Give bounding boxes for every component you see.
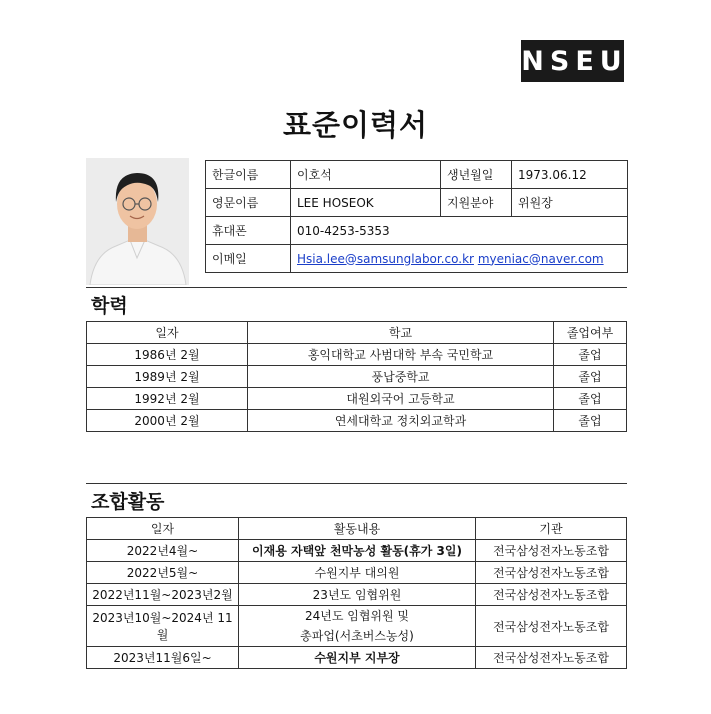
- table-cell: 2022년11월~2023년2월: [87, 584, 239, 606]
- section-divider: [86, 287, 627, 288]
- table-row: [87, 584, 627, 606]
- table-cell: [239, 606, 476, 647]
- table-cell: 졸업: [554, 410, 627, 432]
- table-cell: 전국삼성전자노동조합: [476, 562, 627, 584]
- table-header-row: [87, 322, 627, 344]
- table-cell: 23년도 임협위원: [239, 584, 476, 606]
- english-name-label: 영문이름: [206, 189, 291, 217]
- table-row: [87, 410, 627, 432]
- table-row: [87, 366, 627, 388]
- table-row: [206, 217, 628, 245]
- table-cell: 1989년 2월: [87, 366, 248, 388]
- table-cell: 1986년 2월: [87, 344, 248, 366]
- column-header: 활동내용: [239, 518, 476, 540]
- table-cell: 풍납중학교: [248, 366, 554, 388]
- table-cell: 대원외국어 고등학교: [248, 388, 554, 410]
- union-activity-table: [86, 517, 627, 669]
- birth-value: 1973.06.12: [512, 161, 628, 189]
- table-row: [87, 540, 627, 562]
- column-header: 기관: [476, 518, 627, 540]
- table-cell: 홍익대학교 사범대학 부속 국민학교: [248, 344, 554, 366]
- union-activity-title: 조합활동: [91, 491, 165, 513]
- table-row: [87, 647, 627, 669]
- table-cell: 전국삼성전자노동조합: [476, 606, 627, 647]
- table-row: [206, 189, 628, 217]
- table-cell: 수원지부 지부장: [239, 647, 476, 669]
- column-header: 졸업여부: [554, 322, 627, 344]
- field-label: 지원분야: [441, 189, 512, 217]
- person-portrait-icon: [86, 158, 189, 285]
- activity-line: 총파업(서초버스농성): [300, 629, 414, 643]
- column-header: 학교: [248, 322, 554, 344]
- education-title: 학력: [91, 295, 128, 317]
- korean-name-value: 이호석: [291, 161, 441, 189]
- table-cell: 2022년4월~: [87, 540, 239, 562]
- email-value: [291, 245, 628, 273]
- table-cell: 전국삼성전자노동조합: [476, 647, 627, 669]
- table-cell: 졸업: [554, 344, 627, 366]
- table-cell: 졸업: [554, 388, 627, 410]
- table-cell: 2023년11월6일~: [87, 647, 239, 669]
- phone-value: 010-4253-5353: [291, 217, 628, 245]
- table-cell: 2000년 2월: [87, 410, 248, 432]
- column-header: 일자: [87, 322, 248, 344]
- table-cell: 전국삼성전자노동조합: [476, 540, 627, 562]
- table-cell: 1992년 2월: [87, 388, 248, 410]
- table-header-row: [87, 518, 627, 540]
- document-title: 표준이력서: [282, 108, 429, 142]
- table-row: [206, 161, 628, 189]
- profile-photo: [86, 158, 189, 285]
- english-name-value: LEE HOSEOK: [291, 189, 441, 217]
- korean-name-label: 한글이름: [206, 161, 291, 189]
- table-cell: 졸업: [554, 366, 627, 388]
- table-cell: 수원지부 대의원: [239, 562, 476, 584]
- nseu-logo: NSEU: [521, 40, 624, 82]
- table-row: [87, 388, 627, 410]
- email-link-1[interactable]: Hsia.lee@samsunglabor.co.kr: [297, 251, 474, 266]
- field-value: 위원장: [512, 189, 628, 217]
- table-cell: 연세대학교 정치외교학과: [248, 410, 554, 432]
- column-header: 일자: [87, 518, 239, 540]
- phone-label: 휴대폰: [206, 217, 291, 245]
- table-row: [206, 245, 628, 273]
- birth-label: 생년월일: [441, 161, 512, 189]
- table-cell: 2023년10월~2024년 11월: [87, 606, 239, 647]
- table-row: [87, 344, 627, 366]
- email-label: 이메일: [206, 245, 291, 273]
- section-divider: [86, 483, 627, 484]
- personal-info-table: [205, 160, 628, 273]
- table-row: [87, 562, 627, 584]
- table-row: [87, 606, 627, 647]
- table-cell: 이재용 자택앞 천막농성 활동(휴가 3일): [239, 540, 476, 562]
- table-cell: 2022년5월~: [87, 562, 239, 584]
- activity-line: 24년도 임협위원 및: [304, 609, 410, 623]
- education-table: [86, 321, 627, 432]
- email-link-2[interactable]: myeniac@naver.com: [477, 251, 604, 266]
- table-cell: 전국삼성전자노동조합: [476, 584, 627, 606]
